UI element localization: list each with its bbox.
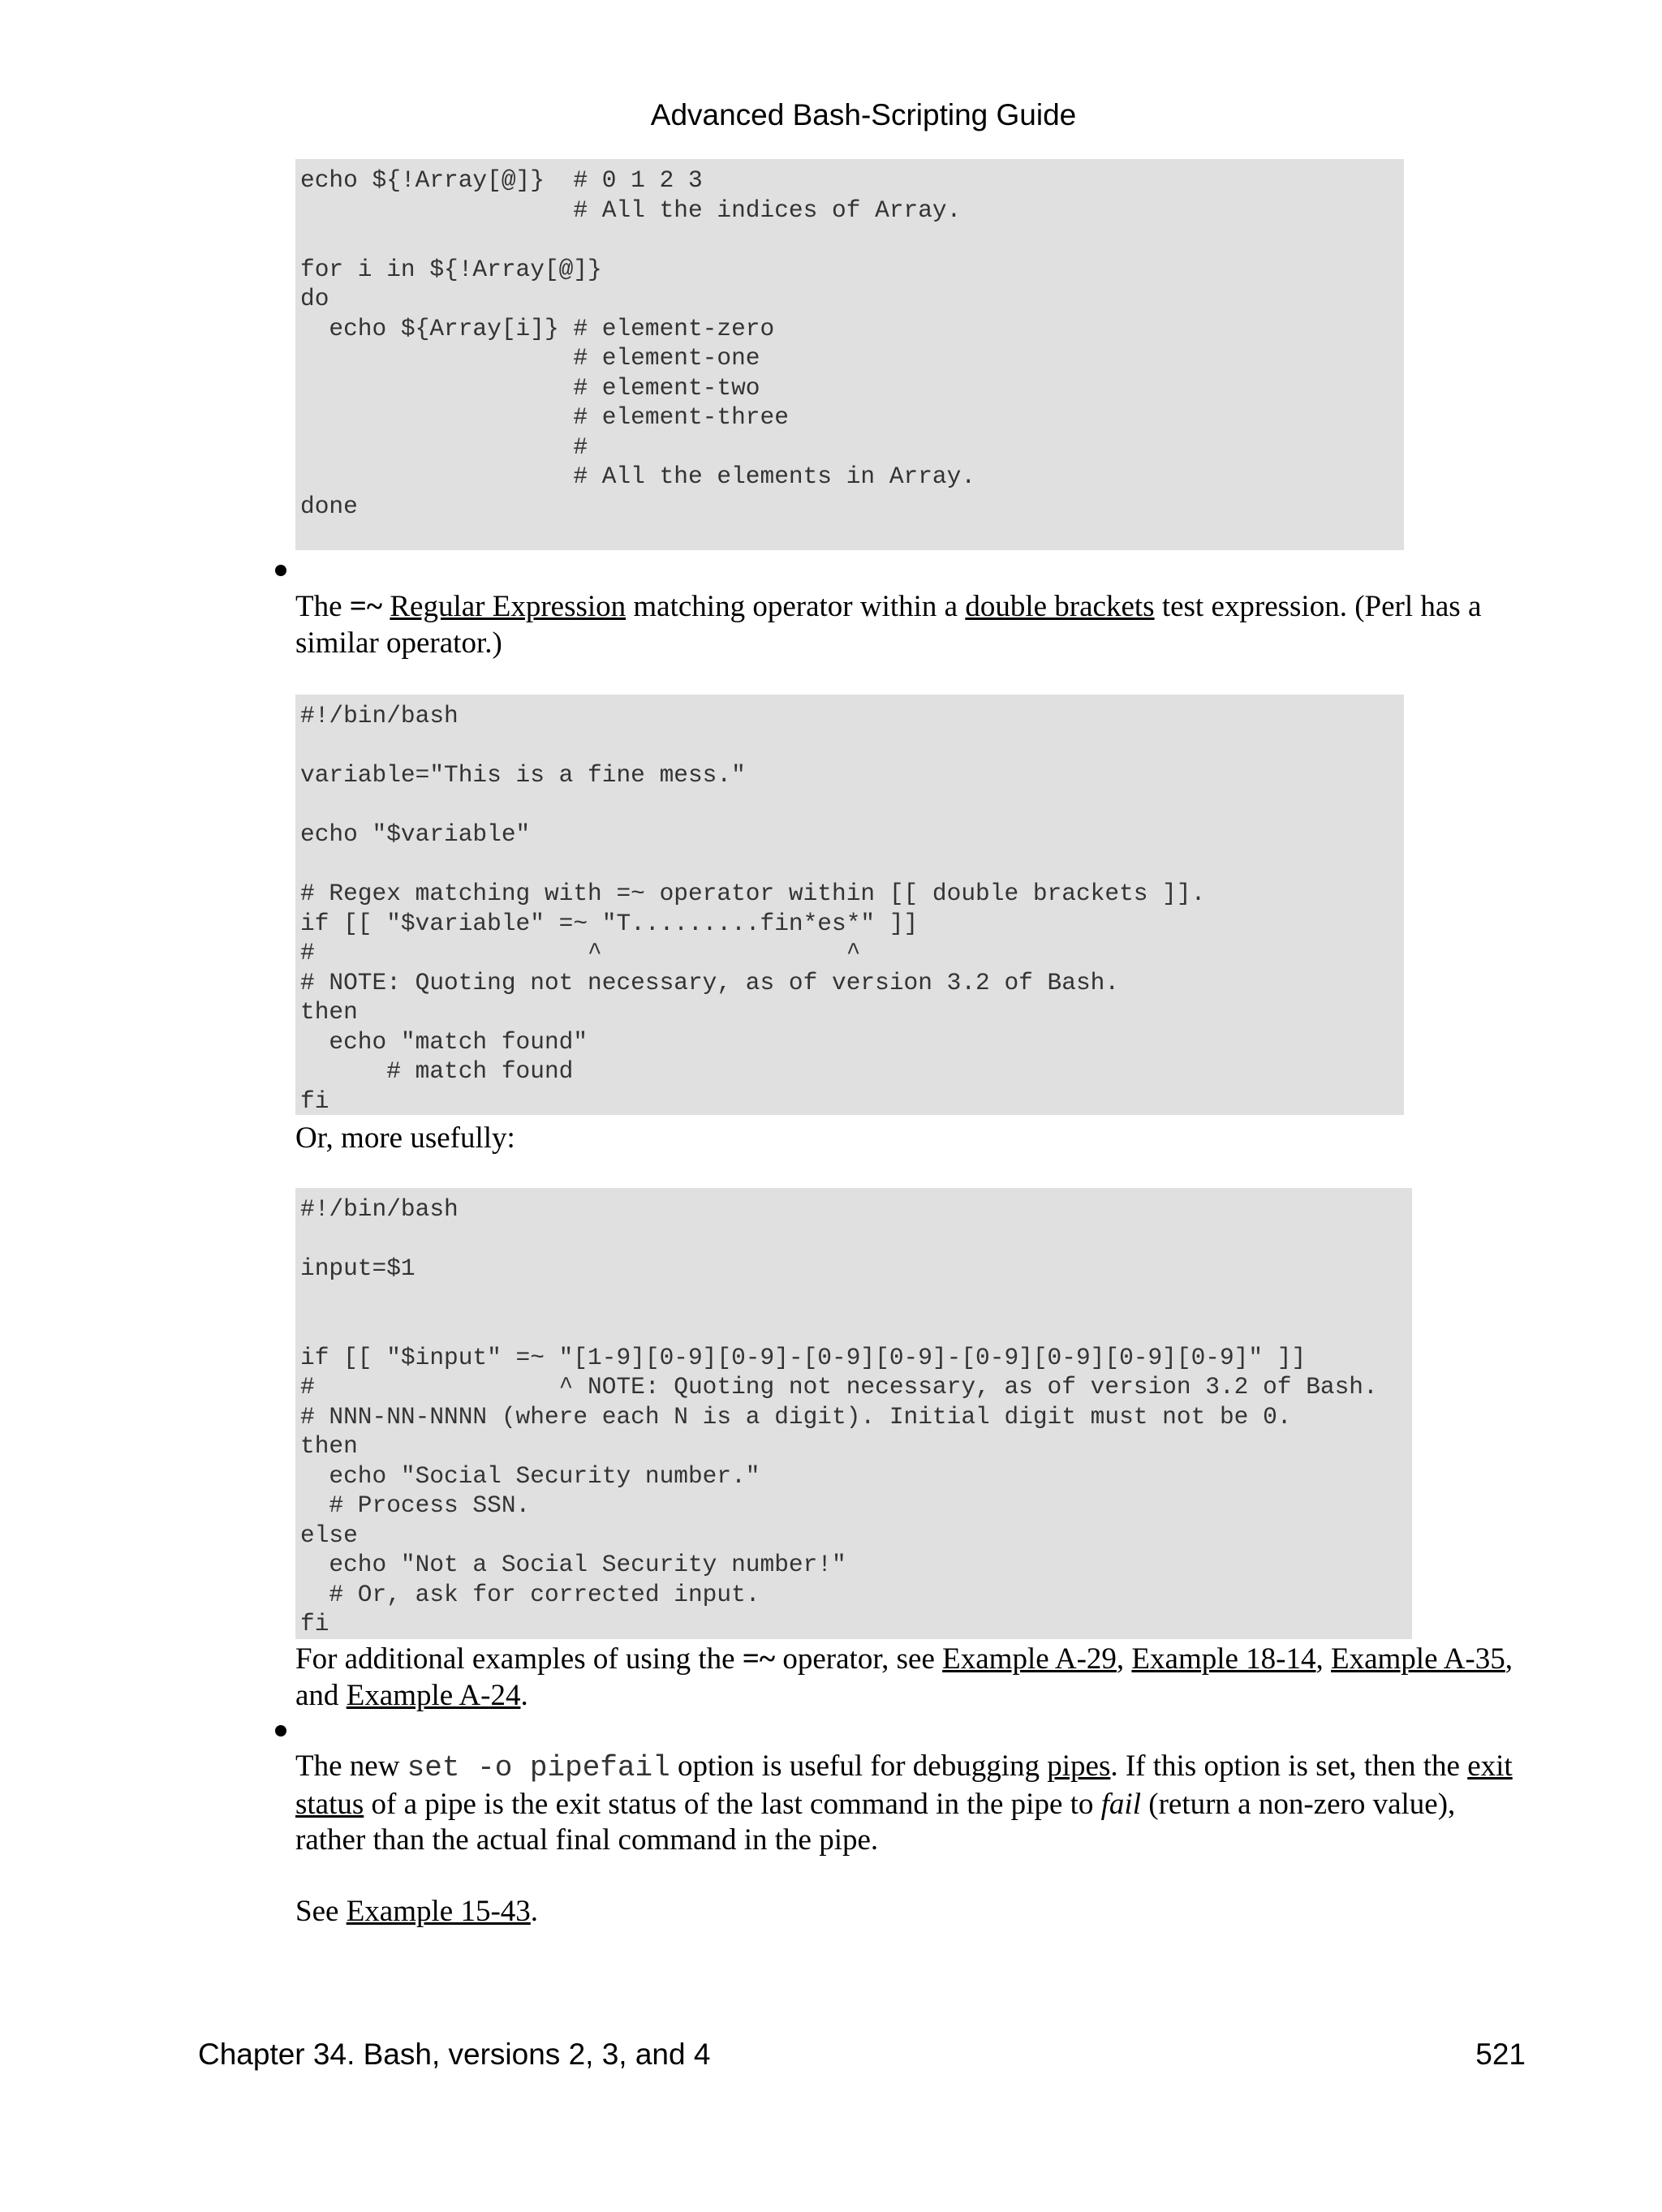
example-18-14-link[interactable]: Example 18-14: [1131, 1642, 1316, 1676]
footer-chapter-title: Chapter 34. Bash, versions 2, 3, and 4: [198, 2038, 711, 2071]
example-a-24-link[interactable]: Example A-24: [346, 1678, 521, 1712]
code-block-regex-ssn: #!/bin/bash input=$1 if [[ "$input" =~ "[1-9][0-9][0-9]-[0-9][0-9]-[0-9][0-9][0-9][0-9]" ]] # ^ NOTE: Quoting not necessary, as of version 3.2 of Bash. # NNN-NN-NNNN (where each N is a digit). Initial digit must not be 0. then echo "Social Security number." # Process SSN. else echo "Not a Social Security number!" # Or, ask for corrected input. fi: [295, 1188, 1412, 1639]
more-usefully-text: Or, more usefully:: [295, 1121, 515, 1155]
pipefail-paragraph: The new set -o pipefail option is useful for debugging pipes. If this option is set, then the exit status of a pipe is the exit status of the last command in the pipe to fail (return a non-zero value), rather than the actual final command in the pipe.: [295, 1749, 1513, 1857]
exit-status-link[interactable]: exit status: [295, 1749, 1513, 1821]
operator-token: =~: [742, 1642, 776, 1676]
list-bullet: [275, 1725, 286, 1736]
operator-token: =~: [349, 590, 383, 623]
code-block-regex-fine-mess: #!/bin/bash variable="This is a fine mess." echo "$variable" # Regex matching with =~ operator within [[ double brackets ]]. if [[ "$variable" =~ "T.........fin*es*" ]] # ^ ^ # NOTE: Quoting not necessary, as of version 3.2 of Bash. then echo "match found" # match found fi: [295, 695, 1404, 1115]
example-a-29-link[interactable]: Example A-29: [942, 1642, 1117, 1676]
double-brackets-link[interactable]: double brackets: [965, 590, 1155, 623]
regular-expression-link[interactable]: Regular Expression: [390, 590, 626, 623]
pipes-link[interactable]: pipes: [1047, 1749, 1111, 1783]
pipefail-option-code: set -o pipefail: [407, 1751, 670, 1784]
code-block-array-indices: echo ${!Array[@]} # 0 1 2 3 # All the indices of Array. for i in ${!Array[@]} do echo ${Array[i]} # element-zero # element-one # element-two # element-three # # All the elements in Array. done: [295, 159, 1404, 550]
see-example-paragraph: See Example 15-43.: [295, 1895, 539, 1928]
list-bullet: [275, 565, 286, 576]
example-a-35-link[interactable]: Example A-35: [1331, 1642, 1505, 1676]
footer-page-number: 521: [1475, 2038, 1526, 2071]
example-15-43-link[interactable]: Example 15-43: [346, 1895, 531, 1928]
running-header: Advanced Bash-Scripting Guide: [650, 98, 1077, 131]
regex-operator-paragraph: The =~ Regular Expression matching operator within a double brackets test expression. (Perl has a similar operator.): [295, 590, 1482, 660]
fail-emphasis: fail: [1100, 1787, 1141, 1821]
additional-examples-paragraph: For additional examples of using the =~ operator, see Example A-29, Example 18-14, Example A-35, and Example A-24.: [295, 1642, 1513, 1712]
